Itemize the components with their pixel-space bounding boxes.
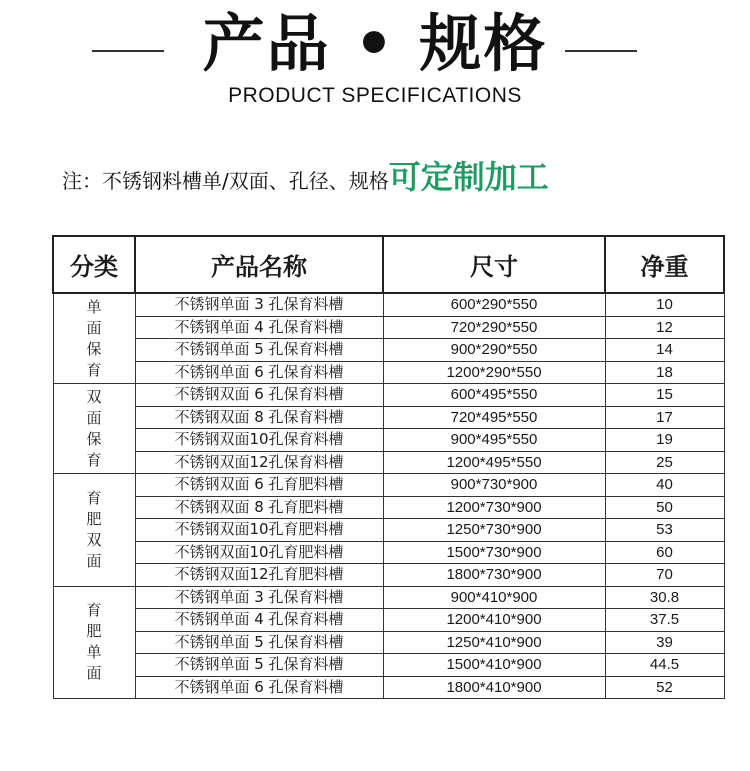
weight-cell: 18: [605, 361, 724, 384]
weight-cell: 40: [605, 474, 724, 497]
product-name-cell: 不锈钢双面 8 孔保育料槽: [135, 406, 383, 429]
weight-cell: 15: [605, 384, 724, 407]
table-row: [53, 519, 724, 542]
product-name-cell: 不锈钢单面 3 孔保育料槽: [135, 293, 383, 316]
table-row: [53, 451, 724, 474]
weight-cell: 44.5: [605, 654, 724, 677]
title-divider-right: [565, 50, 637, 52]
product-name-cell: 不锈钢双面12孔保育料槽: [135, 451, 383, 474]
product-name-cell: 不锈钢单面 4 孔保育料槽: [135, 316, 383, 339]
product-name-cell: 不锈钢单面 3 孔保育料槽: [135, 586, 383, 609]
size-cell: 900*730*900: [383, 474, 605, 497]
weight-cell: 39: [605, 631, 724, 654]
note-highlight: 可定制加工: [388, 158, 549, 196]
table-row: [53, 316, 724, 339]
weight-cell: 25: [605, 451, 724, 474]
size-cell: 900*410*900: [383, 586, 605, 609]
weight-cell: 19: [605, 429, 724, 452]
size-cell: 1800*730*900: [383, 564, 605, 587]
weight-cell: 17: [605, 406, 724, 429]
product-name-cell: 不锈钢单面 5 孔保育料槽: [135, 654, 383, 677]
product-name-cell: 不锈钢双面10孔保育料槽: [135, 429, 383, 452]
weight-cell: 53: [605, 519, 724, 542]
table-row: [53, 654, 724, 677]
size-cell: 1200*730*900: [383, 496, 605, 519]
weight-cell: 60: [605, 541, 724, 564]
table-row: [53, 384, 724, 407]
category-label: 育肥双面: [86, 488, 102, 570]
category-cell: [53, 293, 135, 384]
category-label: 育肥单面: [86, 601, 102, 683]
customization-note: [62, 152, 549, 198]
product-name-cell: 不锈钢单面 5 孔保育料槽: [135, 339, 383, 362]
size-cell: 900*290*550: [383, 339, 605, 362]
weight-cell: 70: [605, 564, 724, 587]
weight-cell: 10: [605, 293, 724, 316]
category-cell: [53, 586, 135, 699]
category-cell: [53, 474, 135, 587]
spec-table-body: [53, 293, 724, 699]
product-name-cell: 不锈钢双面 8 孔育肥料槽: [135, 496, 383, 519]
table-row: [53, 676, 724, 699]
title-divider-left: [92, 50, 164, 52]
table-row: [53, 429, 724, 452]
title-row: [0, 6, 750, 86]
size-cell: 720*290*550: [383, 316, 605, 339]
table-row: [53, 631, 724, 654]
size-cell: 1200*495*550: [383, 451, 605, 474]
header-category: 分类: [53, 236, 135, 293]
product-name-cell: 不锈钢双面 6 孔育肥料槽: [135, 474, 383, 497]
weight-cell: 12: [605, 316, 724, 339]
table-row: [53, 406, 724, 429]
size-cell: 1500*410*900: [383, 654, 605, 677]
size-cell: 1500*730*900: [383, 541, 605, 564]
table-row: [53, 586, 724, 609]
size-cell: 1800*410*900: [383, 676, 605, 699]
page-title: 产品 • 规格: [202, 7, 548, 80]
size-cell: 1200*410*900: [383, 609, 605, 632]
size-cell: 1250*410*900: [383, 631, 605, 654]
weight-cell: 50: [605, 496, 724, 519]
table-row: [53, 293, 724, 316]
weight-cell: 14: [605, 339, 724, 362]
product-name-cell: 不锈钢双面12孔育肥料槽: [135, 564, 383, 587]
header-weight: 净重: [605, 236, 724, 293]
category-label: 单面保育: [86, 297, 102, 379]
table-row: [53, 339, 724, 362]
table-row: [53, 361, 724, 384]
size-cell: 720*495*550: [383, 406, 605, 429]
weight-cell: 37.5: [605, 609, 724, 632]
category-label: 双面保育: [86, 387, 102, 469]
table-row: [53, 496, 724, 519]
product-name-cell: 不锈钢双面10孔育肥料槽: [135, 519, 383, 542]
page-subtitle: PRODUCT SPECIFICATIONS: [228, 84, 522, 107]
table-header-row: [53, 236, 724, 293]
product-name-cell: 不锈钢双面10孔育肥料槽: [135, 541, 383, 564]
product-name-cell: 不锈钢单面 6 孔保育料槽: [135, 676, 383, 699]
header-product-name: 产品名称: [135, 236, 383, 293]
product-name-cell: 不锈钢双面 6 孔保育料槽: [135, 384, 383, 407]
note-text: 注：不锈钢料槽单/双面、孔径、规格: [62, 169, 389, 193]
product-name-cell: 不锈钢单面 4 孔保育料槽: [135, 609, 383, 632]
weight-cell: 52: [605, 676, 724, 699]
size-cell: 600*290*550: [383, 293, 605, 316]
product-name-cell: 不锈钢单面 5 孔保育料槽: [135, 631, 383, 654]
table-row: [53, 541, 724, 564]
weight-cell: 30.8: [605, 586, 724, 609]
size-cell: 1250*730*900: [383, 519, 605, 542]
spec-table: [52, 235, 725, 699]
size-cell: 1200*290*550: [383, 361, 605, 384]
table-row: [53, 564, 724, 587]
size-cell: 600*495*550: [383, 384, 605, 407]
size-cell: 900*495*550: [383, 429, 605, 452]
header-size: 尺寸: [383, 236, 605, 293]
product-name-cell: 不锈钢单面 6 孔保育料槽: [135, 361, 383, 384]
table-row: [53, 609, 724, 632]
category-cell: [53, 384, 135, 474]
table-row: [53, 474, 724, 497]
